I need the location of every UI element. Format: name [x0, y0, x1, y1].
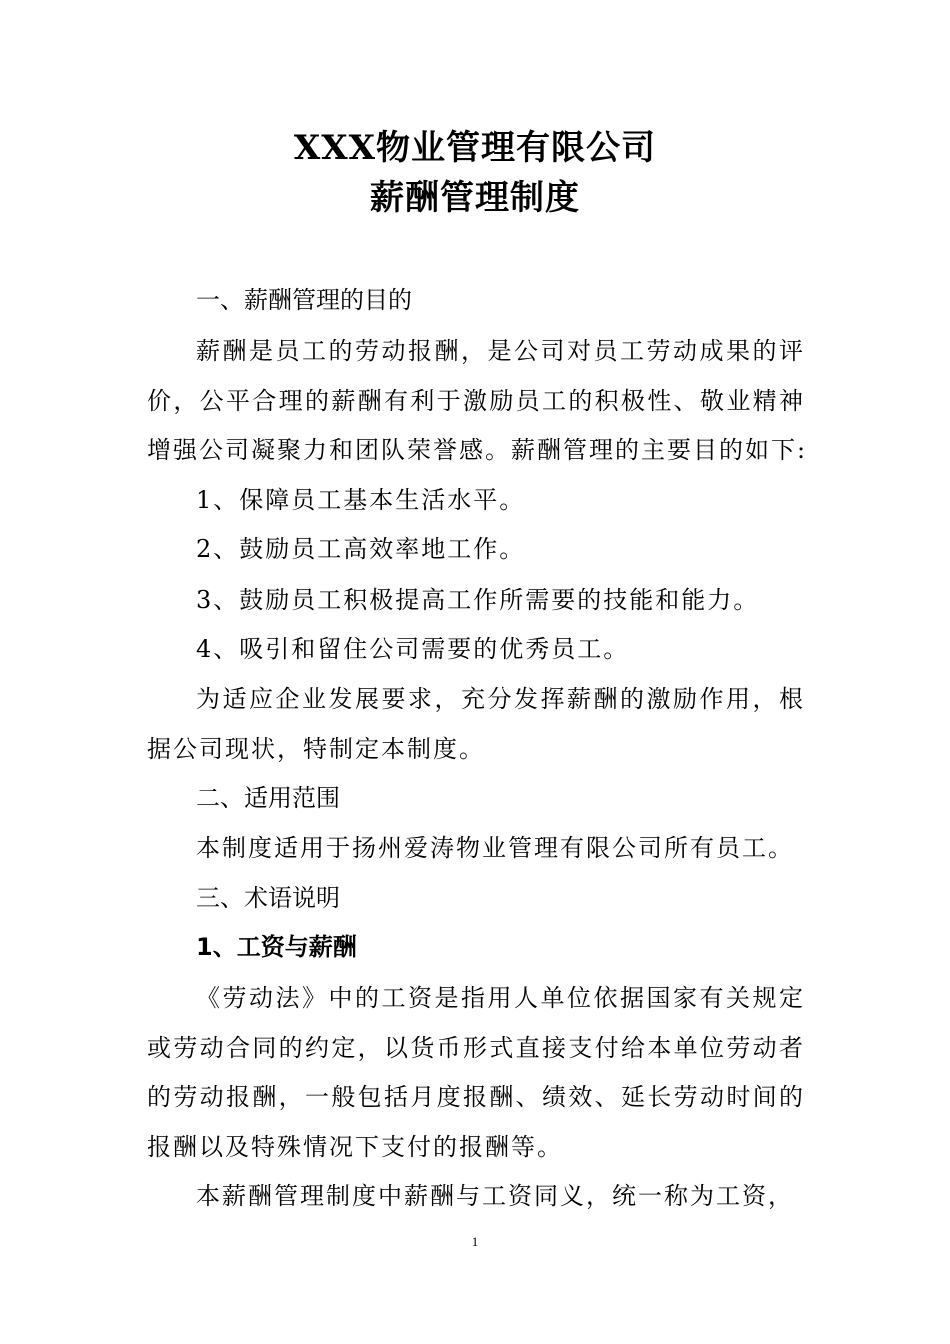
- section3-para1-line3: 的劳动报酬，一般包括月度报酬、绩效、延长劳动时间的: [147, 1083, 803, 1111]
- section3-para2: 本薪酬管理制度中薪酬与工资同义，统一称为工资，: [196, 1182, 794, 1210]
- section3-subheading: 1、工资与薪酬: [196, 933, 357, 961]
- page-number: 1: [471, 1234, 479, 1249]
- document-title-subject: 薪酬管理制度: [370, 178, 580, 218]
- section1-para1-line3: 增强公司凝聚力和团队荣誉感。薪酬管理的主要目的如下:: [147, 436, 808, 464]
- section1-para1-line1: 薪酬是员工的劳动报酬，是公司对员工劳动成果的评: [196, 337, 803, 365]
- list-item: 3、鼓励员工积极提高工作所需要的技能和能力。: [196, 586, 760, 614]
- list-item: 2、鼓励员工高效率地工作。: [196, 535, 526, 563]
- section3-para1-line2: 或劳动合同的约定，以货币形式直接支付给本单位劳动者: [147, 1034, 803, 1062]
- section1-para1-line2: 价，公平合理的薪酬有利于激励员工的积极性、敬业精神: [147, 387, 803, 415]
- section1-para2-line2: 据公司现状，特制定本制度。: [147, 735, 485, 763]
- list-item: 4、吸引和留住公司需要的优秀员工。: [196, 635, 630, 663]
- section3-para1-line1: 《劳动法》中的工资是指用人单位依据国家有关规定: [196, 984, 803, 1012]
- section1-para2-line1: 为适应企业发展要求，充分发挥薪酬的激励作用，根: [196, 685, 803, 713]
- section2-text: 本制度适用于扬州爱涛物业管理有限公司所有员工。: [196, 834, 794, 862]
- list-item: 1、保障员工基本生活水平。: [196, 486, 526, 514]
- document-title-company: XXX物业管理有限公司: [293, 128, 657, 168]
- section2-heading: 二、适用范围: [196, 784, 340, 812]
- section3-heading: 三、术语说明: [196, 884, 340, 912]
- section1-heading: 一、薪酬管理的目的: [196, 286, 412, 314]
- section3-para1-line4: 报酬以及特殊情况下支付的报酬等。: [147, 1133, 563, 1161]
